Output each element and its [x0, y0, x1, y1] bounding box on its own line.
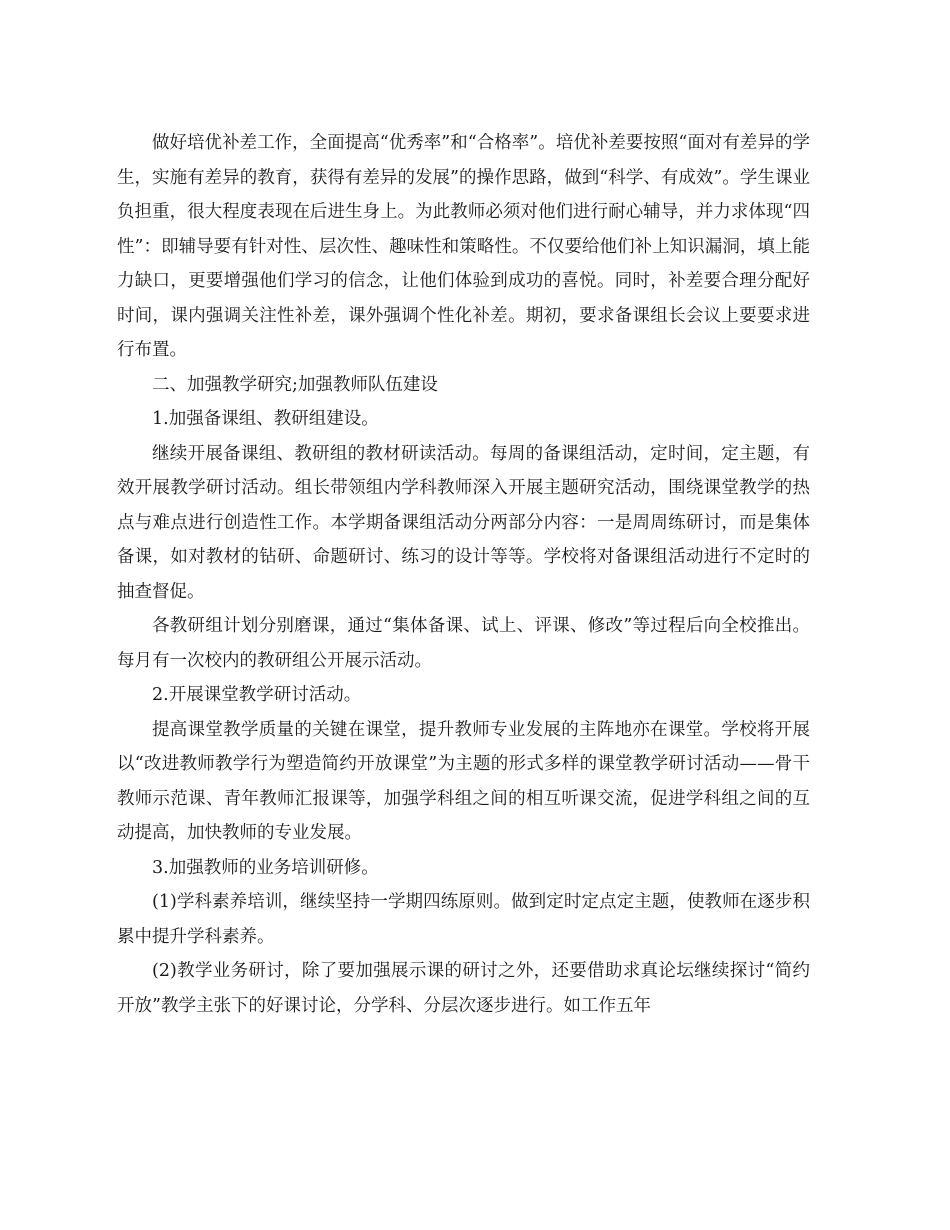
subheading-2-3: 3.加强教师的业务培训研修。: [152, 857, 379, 878]
paragraph-xueke-suyang: (1)学科素养培训，继续坚持一学期四练原则。做到定时定点定主题，使教师在逐步积累中提升学科素养。: [117, 892, 810, 947]
paragraph-jiaoxue-yewu: (2)教学业务研讨，除了要加强展示课的研讨之外，还要借助求真论坛继续探讨“简约开放”教学主张下的好课讨论，分学科、分层次逐步进行。如工作五年: [117, 961, 810, 1016]
section-heading-2: 二、加强教学研究;加强教师队伍建设: [152, 374, 438, 395]
paragraph-beikezu-huodong: 继续开展备课组、教研组的教材研读活动。每周的备课组活动，定时间，定主题，有效开展教学研讨活动。组长带领组内学科教师深入开展主题研究活动，围绕课堂教学的热点与难点进行创造性工作。本学期备课组活动分两部分内容：一是周周练研讨，而是集体备课，如对教材的钻研、命题研讨、练习的设计等等。学校将对备课组活动进行不定时的抽查督促。: [117, 443, 810, 602]
paragraph-peiyou-buchai: 做好培优补差工作，全面提高“优秀率”和“合格率”。培优补差要按照“面对有差异的学生，实施有差异的教育，获得有差异的发展”的操作思路，做到“科学、有成效”。学生课业负担重，很大程度表现在后进生身上。为此教师必须对他们进行耐心辅导，并力求体现“四性”：即辅导要有针对性、层次性、趣味性和策略性。不仅要给他们补上知识漏洞，填上能力缺口，更要增强他们学习的信念，让他们体验到成功的喜悦。同时，补差要合理分配好时间，课内强调关注性补差，课外强调个性化补差。期初，要求备课组长会议上要要求进行布置。: [117, 133, 810, 360]
document-page: [117, 126, 810, 1023]
paragraph-ketang-yantao: 提高课堂教学质量的关键在课堂，提升教师专业发展的主阵地亦在课堂。学校将开展以“改进教师教学行为塑造简约开放课堂”为主题的形式多样的课堂教学研讨活动——骨干教师示范课、青年教师汇报课等，加强学科组之间的相互听课交流，促进学科组之间的互动提高，加快教师的专业发展。: [117, 719, 810, 843]
subheading-2-1: 1.加强备课组、教研组建设。: [152, 409, 379, 429]
subheading-2-2: 2.开展课堂教学研讨活动。: [152, 685, 362, 705]
paragraph-moke: 各教研组计划分别磨课，通过“集体备课、试上、评课、修改”等过程后向全校推出。每月有一次校内的教研组公开展示活动。: [117, 616, 810, 671]
